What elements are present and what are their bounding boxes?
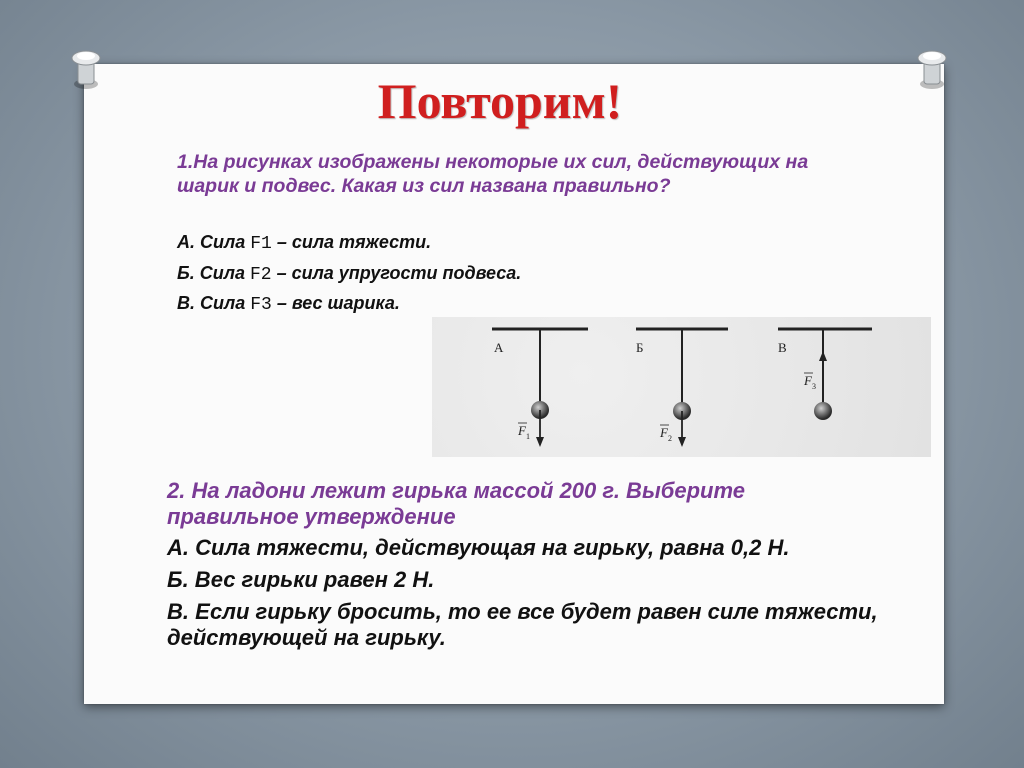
panel-c-arrowhead (819, 351, 827, 361)
question-1-option-c: В. Сила F3 – вес шарика. (177, 293, 400, 315)
force-diagram-image (432, 317, 931, 457)
panel-c-ball (814, 402, 832, 420)
panel-c-force-sub: 3 (812, 382, 816, 391)
panel-b-letter: Б (636, 340, 644, 355)
panel-c (778, 329, 872, 420)
question-2-option-b: Б. Вес гирьки равен 2 Н. (167, 567, 435, 592)
question-1-options (177, 228, 797, 320)
question-2-option-c: В. Если гирьку бросить, то ее все будет равен силе тяжести, действующей на гирьку. (167, 599, 878, 650)
panel-a-arrowhead (536, 437, 544, 447)
panel-a (492, 329, 588, 447)
panel-b (636, 329, 728, 447)
question-2-text: 2. На ладони лежит гирька массой 200 г. Выберите правильное утверждение (167, 478, 745, 529)
question-2-option-a: А. Сила тяжести, действующая на гирьку, равна 0,2 Н. (167, 535, 790, 560)
panel-a-letter: А (494, 340, 504, 355)
panel-c-letter: В (778, 340, 787, 355)
panel-b-force-label: F (660, 425, 668, 440)
question-1-text: 1.На рисунках изображены некоторые их сил, действующих на шарик и подвес. Какая из сил названа правильно? (177, 151, 809, 197)
panel-a-force-label: F (518, 423, 526, 438)
panel-a-force-sub: 1 (526, 432, 530, 441)
question-1-option-b: Б. Сила F2 – сила упругости подвеса. (177, 262, 522, 285)
question-1-option-a: А. Сила F1 – сила тяжести. (177, 232, 432, 254)
slide-title: Повторим! (377, 73, 623, 129)
panel-b-force-sub: 2 (668, 434, 672, 443)
panel-c-force-label: F (804, 373, 812, 388)
force-diagram (432, 317, 931, 457)
question-2-options (167, 535, 887, 657)
panel-b-arrowhead (678, 437, 686, 447)
